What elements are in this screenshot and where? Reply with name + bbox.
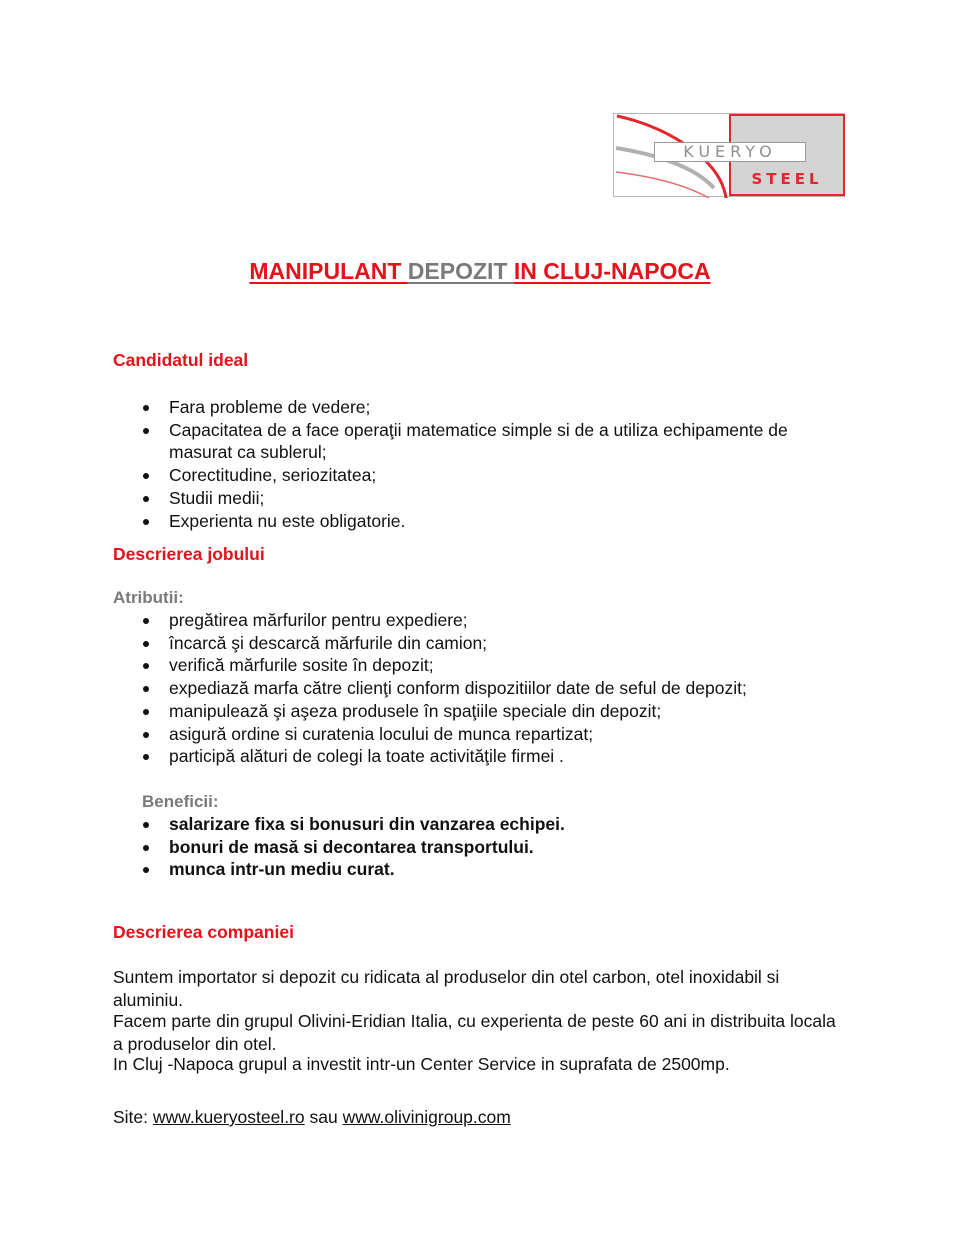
title-part-depozit: DEPOZIT (407, 258, 514, 284)
candidate-list (0, 396, 869, 532)
list-item: bonuri de masă si decontarea transportului. (0, 836, 869, 859)
title-part-location: IN CLUJ-NAPOCA (513, 258, 711, 284)
list-item: pregătirea mărfurilor pentru expediere; (0, 609, 869, 632)
list-item: verifică mărfurile sosite în depozit; (0, 654, 869, 677)
list-item: Corectitudine, seriozitatea; (0, 464, 869, 487)
company-paragraph-1: Suntem importator si depozit cu ridicata al produselor din otel carbon, otel inoxidabil si aluminiu. (113, 967, 780, 1010)
section-heading-candidate: Candidatul ideal (113, 350, 249, 370)
title-part-manipulant: MANIPULANT (249, 258, 408, 284)
duties-heading: Atributii: (113, 588, 184, 607)
list-item: expediază marfa către clienţi conform dispozitiilor date de seful de depozit; (0, 677, 869, 700)
company-paragraph-2: Facem parte din grupul Olivini-Eridian Italia, cu experienta de peste 60 ani in distribuita locala a produselor din otel. (113, 1011, 836, 1054)
list-item: Studii medii; (0, 487, 869, 510)
list-item: asigură ordine si curatenia locului de munca repartizat; (0, 723, 869, 746)
site-links (113, 1106, 511, 1128)
site-separator: sau (304, 1107, 343, 1127)
link-kueryosteel[interactable]: www.kueryosteel.ro (152, 1107, 305, 1127)
duties-list (0, 609, 869, 768)
logo-steel-text: STEEL (751, 170, 823, 188)
list-item: manipulează şi aşeza produsele în spaţiile speciale din depozit; (0, 700, 869, 723)
section-heading-job: Descrierea jobului (113, 544, 265, 564)
section-heading-company: Descrierea companiei (113, 922, 294, 942)
list-item: Capacitatea de a face operaţii matematice simple si de a utiliza echipamente de masurat ca sublerul; (0, 419, 849, 464)
list-item: încarcă şi descarcă mărfurile din camion; (0, 632, 869, 655)
kueryo-steel-logo (613, 113, 845, 197)
list-item: Experienta nu este obligatorie. (0, 510, 869, 533)
logo-kueryo-text: KUERYO (654, 142, 806, 162)
site-label: Site: (113, 1107, 153, 1127)
list-item: Fara probleme de vedere; (0, 396, 869, 419)
list-item: participă alături de colegi la toate activităţile firmei . (0, 745, 869, 768)
company-paragraph-3: In Cluj -Napoca grupul a investit intr-un Center Service in suprafata de 2500mp. (113, 1054, 730, 1074)
page-title (0, 256, 960, 286)
list-item: salarizare fixa si bonusuri din vanzarea echipei. (0, 813, 869, 836)
link-olivinigroup[interactable]: www.olivinigroup.com (342, 1107, 511, 1127)
list-item: munca intr-un mediu curat. (0, 858, 869, 881)
benefits-heading: Beneficii: (142, 792, 219, 811)
benefits-list (0, 813, 869, 881)
